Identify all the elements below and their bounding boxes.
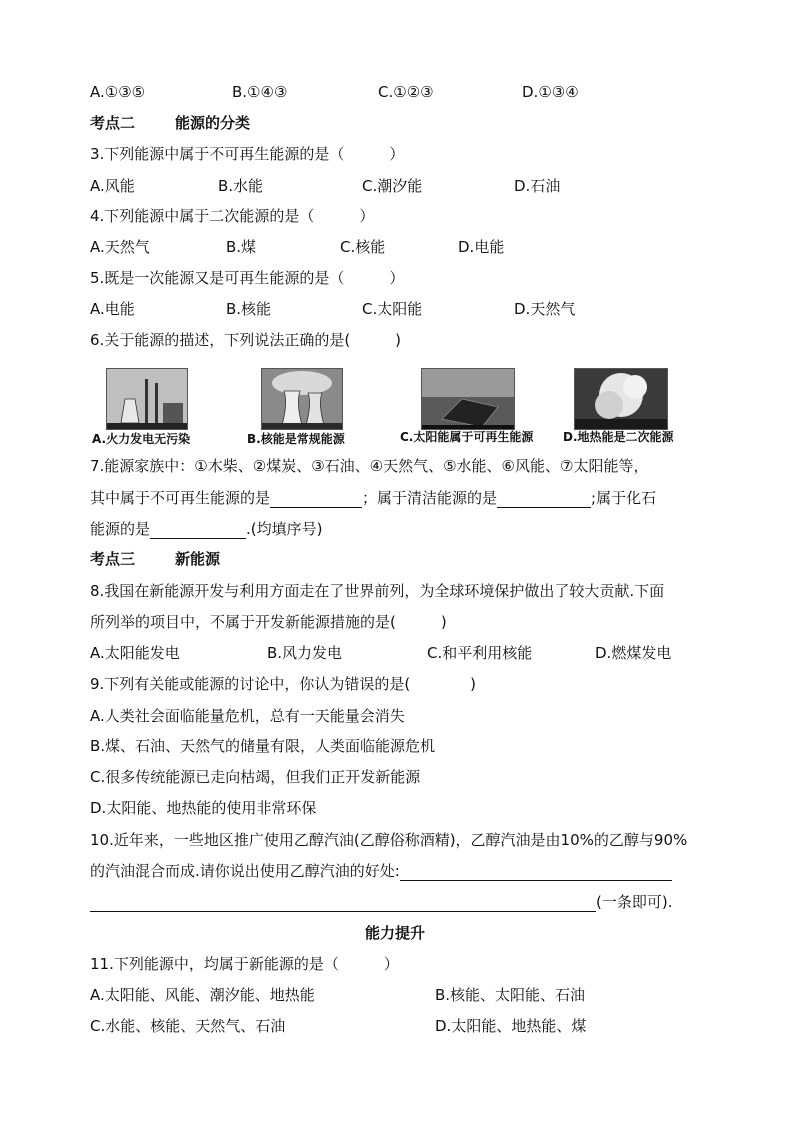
q9-stem: 9.下列有关能或能源的讨论中，你认为错误的是( ) xyxy=(90,675,477,693)
q4-option-b: B.煤 xyxy=(226,238,257,256)
solar-panel-icon xyxy=(422,369,514,429)
q7-line-2 xyxy=(90,488,656,508)
q6-option-d: D.地热能是二次能源 xyxy=(563,430,674,444)
section-2-label: 考点二 xyxy=(90,114,136,132)
q6-stem: 6.关于能源的描述，下列说法正确的是( ) xyxy=(90,331,402,349)
q8-option-a: A.太阳能发电 xyxy=(90,644,180,662)
solar-panel-photo xyxy=(421,368,515,430)
q5-option-d: D.天然气 xyxy=(514,300,576,318)
q5-option-c: C.太阳能 xyxy=(362,300,423,318)
q7-line-3-part-2: .(均填序号) xyxy=(246,520,323,538)
q7-line-1: 7.能源家族中：①木柴、②煤炭、③石油、④天然气、⑤水能、⑥风能、⑦太阳能等， xyxy=(90,457,649,475)
q9-option-b: B.煤、石油、天然气的储量有限，人类面临能源危机 xyxy=(90,737,436,755)
q8-line-2: 所列举的项目中，不属于开发新能源措施的是( ) xyxy=(90,613,447,631)
geothermal-photo xyxy=(574,368,668,430)
q5-option-a: A.电能 xyxy=(90,300,135,318)
thermal-power-plant-icon xyxy=(107,369,187,429)
q11-option-a: A.太阳能、风能、潮汐能、地热能 xyxy=(90,986,315,1004)
q7-line-3-part-1: 能源的是 xyxy=(90,520,151,538)
q3-option-a: A.风能 xyxy=(90,177,135,195)
section-2-title: 能源的分类 xyxy=(175,114,251,132)
q5-stem: 5.既是一次能源又是可再生能源的是（ ） xyxy=(90,269,405,287)
q7-blank-fossil[interactable] xyxy=(150,522,246,539)
q11-option-c: C.水能、核能、天然气、石油 xyxy=(90,1017,286,1035)
q9-option-d: D.太阳能、地热能的使用非常环保 xyxy=(90,799,317,817)
q10-line-3-text: (一条即可). xyxy=(596,893,673,911)
q7-line-2-part-1: 其中属于不可再生能源的是 xyxy=(90,489,271,507)
section-3-title: 新能源 xyxy=(175,550,221,568)
section-3-label: 考点三 xyxy=(90,550,136,568)
q10-answer-blank-2[interactable] xyxy=(90,895,596,912)
q8-option-c: C.和平利用核能 xyxy=(427,644,533,662)
q4-option-a: A.天然气 xyxy=(90,238,150,256)
q7-line-2-part-2: ；属于清洁能源的是 xyxy=(362,489,498,507)
q10-answer-blank-1[interactable] xyxy=(400,864,672,881)
q11-stem: 11.下列能源中，均属于新能源的是（ ） xyxy=(90,955,399,973)
section-3-heading xyxy=(90,549,220,569)
q3-option-b: B.水能 xyxy=(218,177,264,195)
nuclear-plant-photo xyxy=(261,368,343,430)
q7-blank-clean-energy[interactable] xyxy=(497,491,591,508)
q10-line-1: 10.近年来，一些地区推广使用乙醇汽油(乙醇俗称酒精)，乙醇汽油是由10%的乙醇与90% xyxy=(90,831,688,849)
q10-line-3 xyxy=(90,892,672,912)
q7-line-2-part-3: ;属于化石 xyxy=(591,489,657,507)
thermal-power-plant-photo xyxy=(106,368,188,430)
q8-option-d: D.燃煤发电 xyxy=(595,644,672,662)
q6-option-c: C.太阳能属于可再生能源 xyxy=(400,430,534,444)
q10-line-2-text: 的汽油混合而成.请你说出使用乙醇汽油的好处: xyxy=(90,862,400,880)
section-2-heading xyxy=(90,113,250,133)
geyser-steam-icon xyxy=(575,369,667,429)
q11-option-d: D.太阳能、地热能、煤 xyxy=(435,1017,587,1035)
q6-option-a: A.火力发电无污染 xyxy=(92,432,191,446)
q7-line-3 xyxy=(90,519,323,539)
q2-option-b: B.①④③ xyxy=(232,83,288,101)
q5-option-b: B.核能 xyxy=(226,300,272,318)
q11-option-b: B.核能、太阳能、石油 xyxy=(435,986,586,1004)
q6-option-b: B.核能是常规能源 xyxy=(247,432,345,446)
q2-option-c: C.①②③ xyxy=(378,83,434,101)
cooling-tower-icon xyxy=(262,369,342,429)
q9-option-a: A.人类社会面临能量危机，总有一天能量会消失 xyxy=(90,707,405,725)
q4-option-c: C.核能 xyxy=(340,238,386,256)
q9-option-c: C.很多传统能源已走向枯竭，但我们正开发新能源 xyxy=(90,768,421,786)
q2-option-a: A.①③⑤ xyxy=(90,83,146,101)
q8-option-b: B.风力发电 xyxy=(267,644,343,662)
q4-option-d: D.电能 xyxy=(458,238,505,256)
q8-line-1: 8.我国在新能源开发与利用方面走在了世界前列，为全球环境保护做出了较大贡献.下面 xyxy=(90,582,665,600)
ability-section-title: 能力提升 xyxy=(365,924,426,942)
q10-line-2 xyxy=(90,861,672,881)
q3-option-c: C.潮汐能 xyxy=(362,177,423,195)
q3-option-d: D.石油 xyxy=(514,177,561,195)
q2-option-d: D.①③④ xyxy=(522,83,579,101)
q4-stem: 4.下列能源中属于二次能源的是（ ） xyxy=(90,207,375,225)
q7-blank-nonrenewable[interactable] xyxy=(270,491,362,508)
q3-stem: 3.下列能源中属于不可再生能源的是（ ） xyxy=(90,145,405,163)
